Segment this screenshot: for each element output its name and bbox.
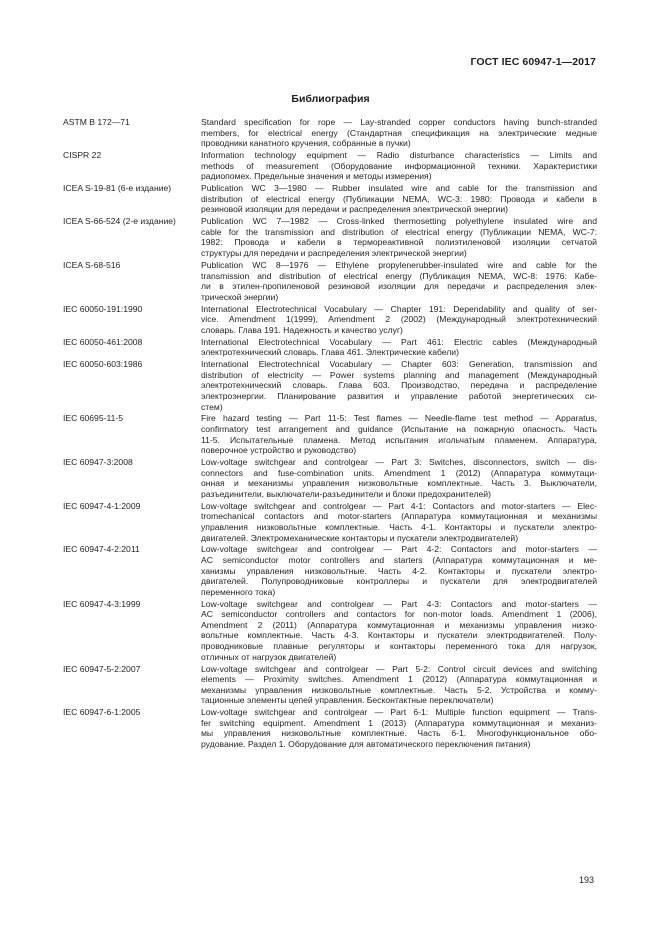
entry-description-line: механизмы управления низковольтные комплектные. Часть 5-2. Устройства и комму- [201, 684, 597, 695]
entry-reference-code: CISPR 22 [63, 150, 102, 161]
entry-description-line: тационные элементы цепей управления. Бесконтактные переключатели) [201, 695, 494, 706]
bibliography-entry [63, 544, 597, 597]
entry-description-line: Publication WC 8—1976 — Ethylene propylenerubber-insulated wire and cable for the [201, 259, 597, 270]
entry-description-line: резиновой изоляции для передачи и распределения электрической энергии) [201, 204, 509, 215]
bibliography-entry [63, 664, 597, 706]
entry-description-line: Low-voltage switchgear and controlgear — Part 4-1: Contactors and motor-starters — Elec- [201, 500, 597, 511]
entry-reference-code: IEC 60947-3:2008 [63, 457, 133, 468]
bibliography-entry [63, 150, 597, 182]
entry-description-line: confirmatory test arrangement and guidance (Испытание на пожарную опасность. Часть [201, 424, 597, 434]
entry-description-line: transmission and distribution of electrical energy (Публикация NEMA, WC-8: 1976: Кабе- [201, 270, 597, 281]
entry-description-line: distribution of electricity — Power systems planning and management (Международный [201, 369, 597, 380]
entry-description-line: Standard specification for rope — Lay-stranded copper conductors having bunch-stranded [201, 117, 597, 127]
entry-description-line: distribution of electrical energy (Публикации NEMA, WC-3: 1980: Провода и кабели в [201, 193, 597, 204]
entry-description [201, 664, 597, 706]
entry-description-line: vice. Amendment 1(1999), Amendment 2 (2002) (Международный электротехнический [201, 314, 597, 325]
page-number: 193 [578, 875, 594, 885]
entry-description-line: онная и механизмы управления низковольтные комплектные. Часть 3. Выключатели, [201, 478, 597, 489]
entry-description [201, 413, 597, 455]
entry-reference-code: IEC 60947-4-2:2011 [63, 544, 140, 555]
bibliography-entry [63, 457, 597, 499]
entry-description [201, 359, 597, 412]
entry-description-line: электротехнический словарь. Глава 461. Электрические кабели) [201, 347, 459, 358]
entry-description-line: members, for electrical energy (Стандартная спецификация на электрические медные [201, 127, 597, 138]
bibliography-entry [63, 260, 597, 302]
entry-description-line: Low-voltage switchgear and controlgear — Part 6-1: Multiple function equipment — Trans- [201, 707, 597, 718]
entry-reference-code: ASTM B 172—71 [63, 117, 130, 127]
entry-description-line: International Electrotechnical Vocabulary — Chapter 603: Generation, transmission and [201, 359, 597, 370]
entry-description-line: elements — Proximity switches. Amendment 1 (2012) (Аппаратура коммутационная и [201, 674, 597, 685]
entry-description-line: переменного тока) [201, 586, 276, 597]
entry-description [201, 117, 597, 149]
entry-description [201, 707, 597, 749]
entry-description-line: cable for the transmission and distribution of electrical energy (Публикации NEMA, WC-7: [201, 226, 597, 237]
entry-description-line: Information technology equipment — Radio disturbance characteristics — Limits and [201, 150, 597, 161]
entry-description [201, 544, 597, 597]
entry-description-line: International Electrotechnical Vocabulary — Part 461: Electric cables (Международный [201, 336, 597, 347]
entry-description-line: двигателей. Полупроводниковые контроллеры и пускатели для электродвигателей [201, 576, 597, 587]
bibliography-entry [63, 183, 597, 215]
entry-reference-code: IEC 60947-6-1:2005 [63, 707, 141, 718]
page-title: Библиография [291, 93, 370, 105]
entry-description [201, 260, 597, 302]
entry-description [201, 599, 597, 663]
entry-description-line: 1982: Провода и кабели в термореактивной полиэтиленовой изоляции сетчатой [201, 237, 597, 248]
bibliography-entry [63, 413, 597, 455]
entry-reference-code: ICEA S-68-516 [63, 259, 121, 270]
bibliography-list [63, 117, 597, 750]
entry-description-line: трической энергии) [201, 291, 279, 302]
entry-description-line: поверочное устройство и руководство) [201, 445, 357, 456]
entry-description-line: Low-voltage switchgear and controlgear — Part 5-2: Control circuit devices and switching [201, 663, 597, 674]
entry-reference-code: IEC 60695-11-5 [63, 413, 124, 424]
entry-description-line: Low-voltage switchgear and controlgear — Part 4-3: Contactors and motor-starters — [201, 598, 597, 609]
entry-description-line: 11-5. Испытательные пламена. Метод испытания игольчатым пламенем. Аппаратура, [201, 434, 597, 445]
entry-description-line: tromechanical contactors and motor-starters (Аппаратура коммутационная и механизмы [201, 511, 597, 522]
entry-description [201, 216, 597, 258]
entry-description-line: электроэнергии. Планирование развития и управление работой энергетических си- [201, 390, 597, 401]
entry-description-line: AC semiconductor controllers and contactors for non-motor loads. Amendment 1 (2006), [201, 609, 597, 620]
entry-description-line: Low-voltage switchgear and controlgear — Part 4-2: Contactors and motor-starters — [201, 544, 597, 555]
entry-description-line: Amendment 2 (2011) (Аппаратура коммутационная и механизмы управления низко- [201, 619, 597, 630]
entry-description-line: структуры для передачи и распределения электрической энергии) [201, 248, 467, 259]
entry-description-line: вольтные комплектные. Часть 4-3. Контакторы и пускатели электродвигателей. Полу- [201, 630, 597, 641]
document-standard-header: ГОСТ IEC 60947-1—2017 [470, 56, 596, 68]
bibliography-entry [63, 359, 597, 412]
entry-reference-code: ICEA S-19-81 (6-е издание) [63, 183, 172, 194]
entry-reference-code: IEC 60947-4-3:1999 [63, 598, 141, 609]
entry-description-line: ханизмы управления низковольтные. Часть 4-2. Контакторы и пускатели электро- [201, 565, 597, 576]
bibliography-entry [63, 304, 597, 336]
entry-reference-code: IEC 60947-4-1:2009 [63, 500, 141, 511]
entry-description-line: International Electrotechnical Vocabulary — Chapter 191: Dependability and quality of ser- [201, 303, 597, 314]
entry-description-line: Fire hazard testing — Part 11-5: Test flames — Needle-flame test method — Apparatus, [201, 413, 597, 424]
entry-description [201, 304, 597, 336]
entry-description-line: ли в этилен-пропиленовой резиновой изоляции для передачи и распределения элек- [201, 281, 597, 292]
bibliography-entry [63, 117, 597, 149]
entry-description-line: Publication WC 7—1982 — Cross-linked thermosetting polyethylene insulated wire and [201, 216, 597, 227]
bibliography-entry [63, 337, 597, 358]
bibliography-entry [63, 599, 597, 663]
entry-description-line: электротехнический словарь. Глава 603. Производство, передача и распределение [201, 380, 597, 391]
entry-reference-code: ICEA S-66-524 (2-е издание) [63, 216, 176, 227]
entry-description-line: рудование. Раздел 1. Оборудование для автоматического переключения питания) [201, 739, 531, 749]
entry-description-line: разъединители, выключатели-разъединители и блоки предохранителей) [201, 488, 491, 499]
entry-description-line: Low-voltage switchgear and controlgear — Part 3: Switches, disconnectors, switch — dis- [201, 457, 597, 468]
entry-reference-code: IEC 60947-5-2:2007 [63, 663, 141, 674]
bibliography-entry [63, 216, 597, 258]
entry-description-line: радиопомех. Предельные значения и методы измерения) [201, 171, 432, 182]
entry-description-line: словарь. Глава 191. Надежность и качество услуг) [201, 324, 403, 335]
entry-description-line: connectors and fuse-combination units. Amendment 1 (2012) (Аппаратура коммутаци- [201, 467, 597, 478]
entry-description [201, 183, 597, 215]
entry-reference-code: IEC 60050-461:2008 [63, 336, 143, 347]
entry-description-line: methods of measurement (Оборудование информационной техники. Характеристики [201, 160, 597, 171]
entry-description-line: отличных от нагрузок двигателей) [201, 651, 337, 662]
entry-description-line: мы управления низковольтные комплектные. Часть 6-1. Многофункциональное обо- [201, 728, 597, 739]
entry-description-line: проводниковые плавные регуляторы и контакторы переменного тока для нагрузок, [201, 641, 597, 652]
entry-reference-code: IEC 60050-603:1986 [63, 359, 143, 370]
entry-description [201, 501, 597, 543]
entry-description-line: управления низковольтные комплектные. Часть 4-1. Контакторы и пускатели электро- [201, 521, 597, 532]
entry-description [201, 150, 597, 182]
entry-description-line: fer switching equipment. Amendment 1 (2013) (Аппаратура коммутационная и механиз- [201, 717, 597, 728]
entry-reference-code: IEC 60050-191:1990 [63, 303, 143, 314]
entry-description [201, 457, 597, 499]
entry-description-line: стем) [201, 401, 223, 412]
entry-description-line: двигателей. Электромеханические контакторы и пускатели электродвигателей) [201, 532, 519, 543]
entry-description-line: Publication WC 3—1980 — Rubber insulated wire and cable for the transmission and [201, 183, 597, 194]
entry-description [201, 337, 597, 358]
bibliography-entry [63, 707, 597, 749]
entry-description-line: AC semiconductor motor controllers and starters (Аппаратура коммутационная и ме- [201, 555, 597, 566]
bibliography-entry [63, 501, 597, 543]
entry-description-line: проводники канатного кручения, собранные в пучки) [201, 138, 411, 149]
